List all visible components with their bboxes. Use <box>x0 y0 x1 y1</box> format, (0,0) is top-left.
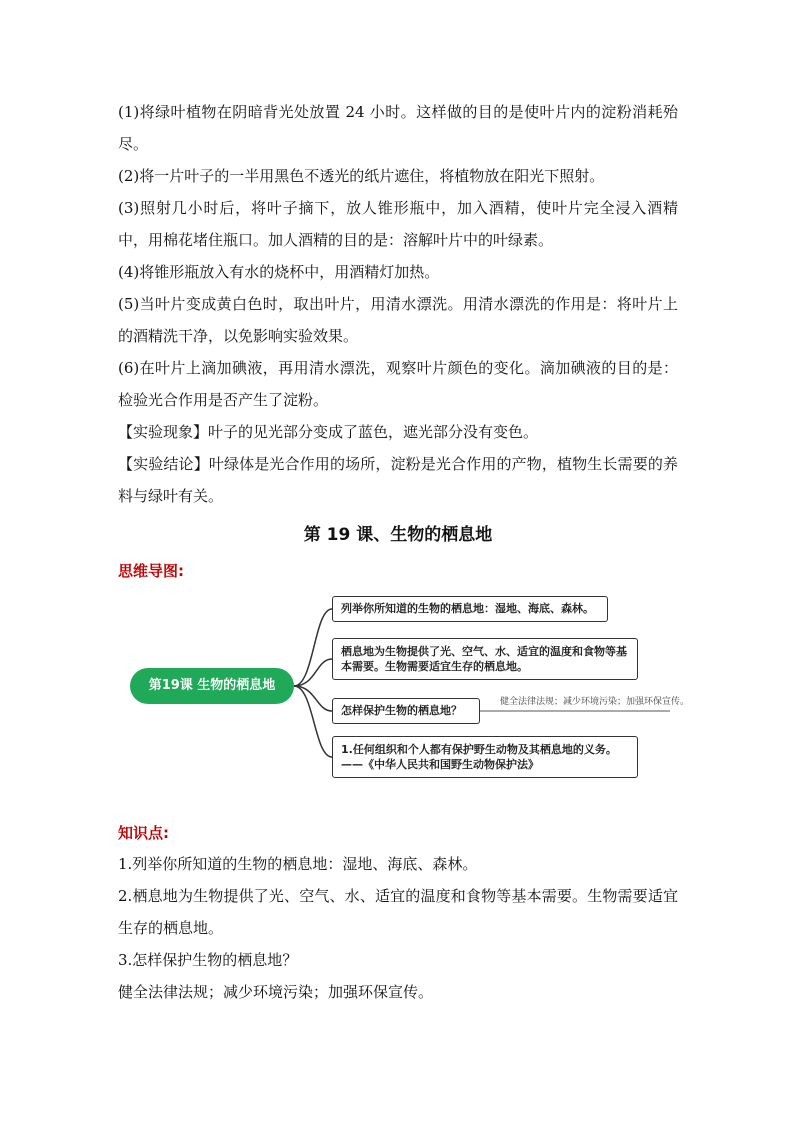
knowledge-point-2: 2.栖息地为生物提供了光、空气、水、适宜的温度和食物等基本需要。生物需要适宜生存的栖息地。 <box>118 887 678 937</box>
connector-3 <box>294 686 332 711</box>
branch-needs-line-1: 栖息地为生物提供了光、空气、水、适宜的温度和食物等基 <box>341 645 627 658</box>
experiment-step-4: (4)将锥形瓶放入有水的烧杯中，用酒精灯加热。 <box>118 263 440 281</box>
mind-map-branch-habitats: 列举你所知道的生物的栖息地：湿地、海底、森林。 <box>332 596 608 622</box>
mind-map-branch-protect: 怎样保护生物的栖息地？ <box>332 698 480 724</box>
lesson-title: 第 19 课、生物的栖息地 <box>303 525 493 545</box>
experiment-step-3: (3)照射几小时后，将叶子摘下，放人锥形瓶中，加入酒精，使叶片完全浸入酒精中，用棉花堵住瓶口。加人酒精的目的是：溶解叶片中的叶绿素。 <box>118 199 678 249</box>
mind-map-branch-needs <box>332 638 638 680</box>
experiment-phenomenon: 【实验现象】叶子的见光部分变成了蓝色，遮光部分没有变色。 <box>118 423 539 441</box>
document-page <box>118 96 690 1008</box>
experiment-step-5: (5)当叶片变成黄白色时，取出叶片，用清水漂洗。用清水漂洗的作用是：将叶片上的酒精洗干净，以免影响实验效果。 <box>118 295 678 345</box>
knowledge-point-1: 1.列举你所知道的生物的栖息地：湿地、海底、森林。 <box>118 855 478 873</box>
mind-map-branch-law <box>332 736 638 778</box>
experiment-conclusion: 【实验结论】叶绿体是光合作用的场所，淀粉是光合作用的产物，植物生长需要的养料与绿叶有关。 <box>118 455 678 505</box>
branch-law-line-1: 1.任何组织和个人都有保护野生动物及其栖息地的义务。 <box>341 743 617 756</box>
experiment-step-1: (1)将绿叶植物在阴暗背光处放置 24 小时。这样做的目的是使叶片内的淀粉消耗殆尽。 <box>118 103 678 153</box>
experiment-step-6: (6)在叶片上滴加碘液，再用清水漂洗，观察叶片颜色的变化。滴加碘液的目的是：检验光合作用是否产生了淀粉。 <box>118 359 678 409</box>
mindmap-heading: 思维导图: <box>118 562 184 580</box>
mind-map-leaf-protect-measures: 健全法律法规；减少环境污染；加强环保宣传。 <box>500 697 690 707</box>
knowledge-point-3: 3.怎样保护生物的栖息地？ <box>118 951 298 969</box>
knowledge-point-3-answer: 健全法律法规；减少环境污染；加强环保宣传。 <box>118 983 434 1001</box>
connector-2 <box>294 659 332 686</box>
experiment-step-2: (2)将一片叶子的一半用黑色不透光的纸片遮住，将植物放在阳光下照射。 <box>118 167 605 185</box>
knowledge-heading: 知识点: <box>118 824 169 842</box>
branch-needs-line-2: 本需要。生物需要适宜生存的栖息地。 <box>341 660 528 673</box>
branch-law-line-2: ——《中华人民共和国野生动物保护法》 <box>341 758 539 771</box>
mind-map <box>118 590 690 810</box>
mind-map-center: 第19课 生物的栖息地 <box>130 668 294 704</box>
